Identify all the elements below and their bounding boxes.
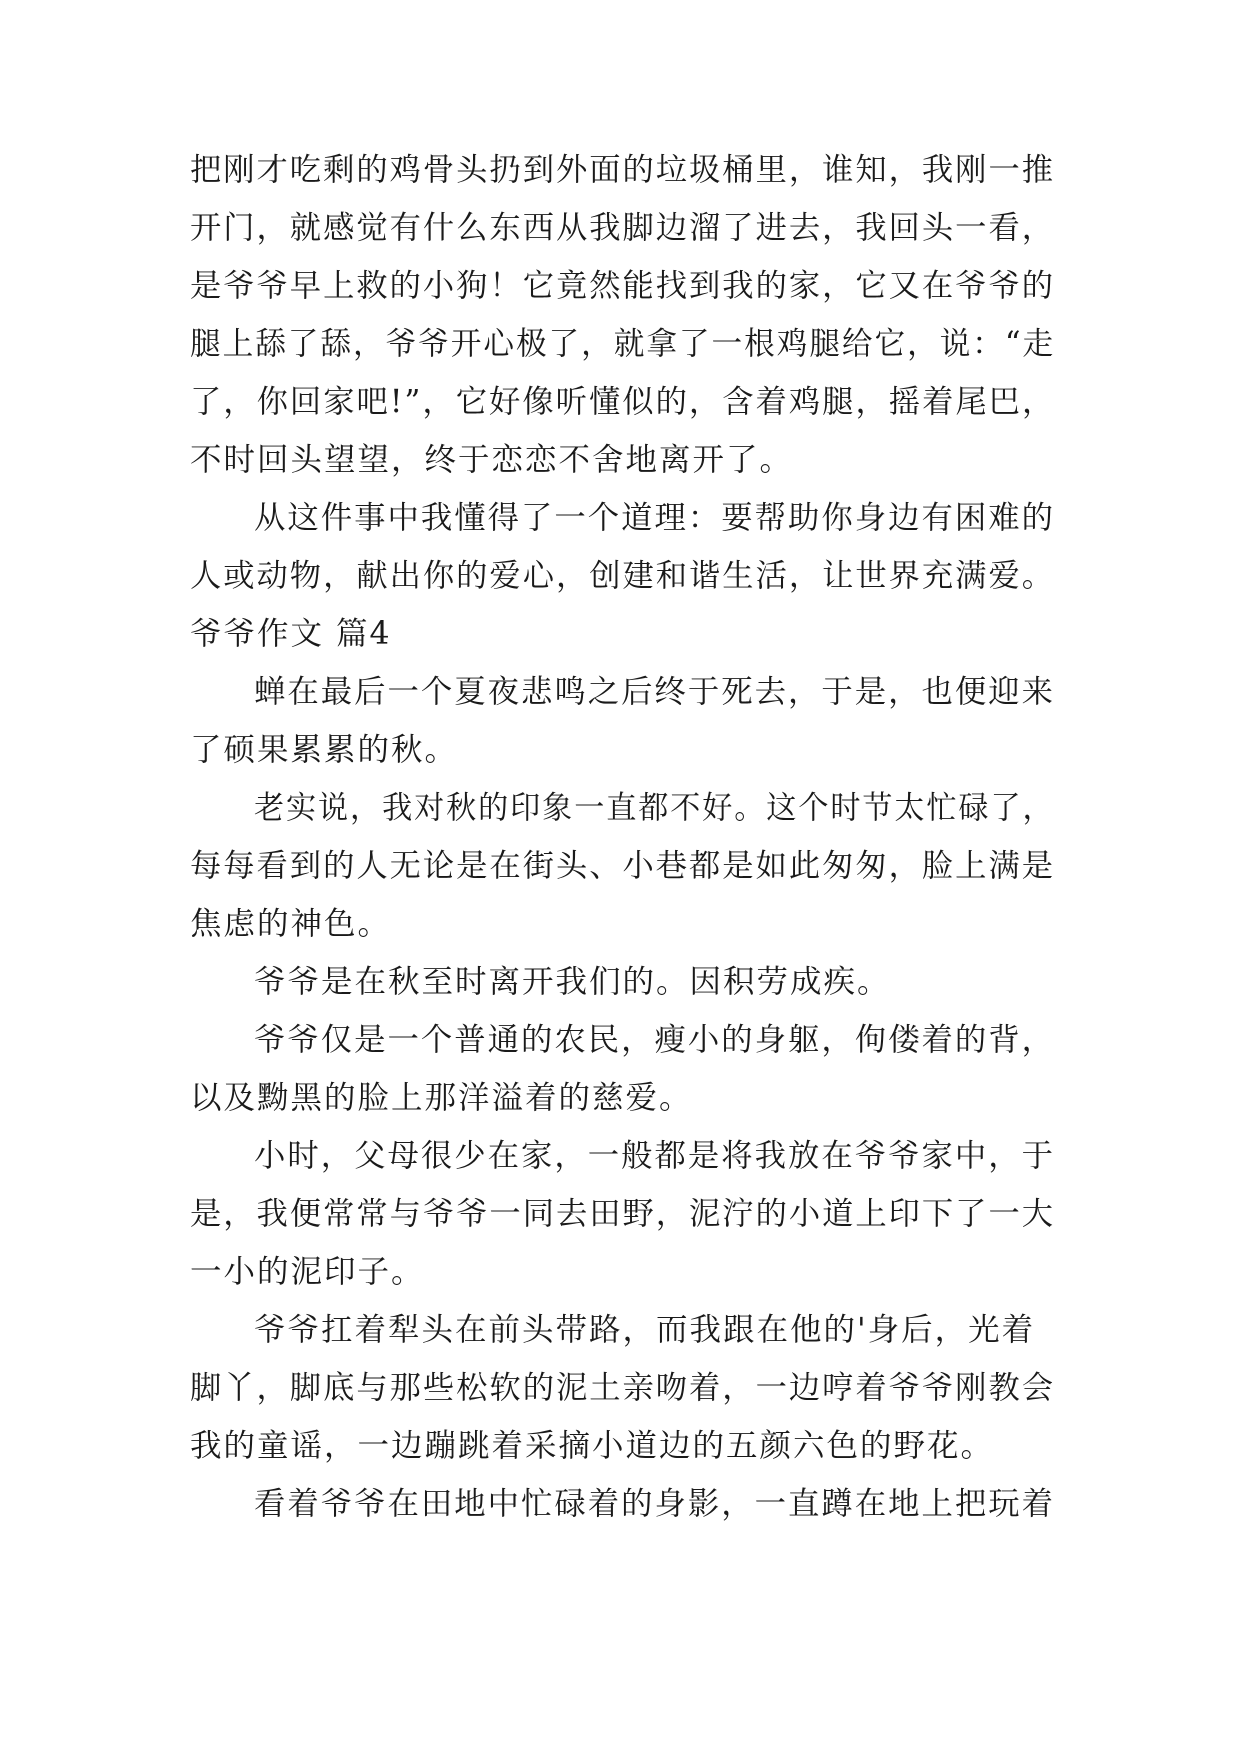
paragraph-first-line: 老实说，我对秋的印象一直都不好。这个时节太忙碌了， (254, 790, 1055, 826)
paragraph-first-line: 爷爷扛着犁头在前头带路，而我跟在他的'身后，光着 (254, 1312, 1036, 1348)
text-line: 脚丫，脚底与那些松软的泥土亲吻着，一边哼着爷爷刚教会 (190, 1370, 1056, 1406)
text-line: 是爷爷早上救的小狗！它竟然能找到我的家，它又在爷爷的 (190, 268, 1056, 304)
paragraph-first-line: 爷爷仅是一个普通的农民，瘦小的身躯，佝偻着的背， (254, 1022, 1056, 1058)
section-heading: 爷爷作文 篇4 (190, 616, 392, 652)
text-line: 以及黝黑的脸上那洋溢着的慈爱。 (190, 1080, 693, 1116)
text-line: 了硕果累累的秋。 (190, 732, 459, 768)
text-line: 是，我便常常与爷爷一同去田野，泥泞的小道上印下了一大 (190, 1196, 1056, 1232)
text-line: 了，你回家吧!”，它好像听懂似的，含着鸡腿，摇着尾巴， (190, 384, 1056, 420)
text-line: 焦虑的神色。 (190, 906, 392, 942)
text-line: 腿上舔了舔，爷爷开心极了，就拿了一根鸡腿给它，说：“走 (190, 326, 1056, 362)
text-line: 一小的泥印子。 (190, 1254, 425, 1290)
paragraph-first-line: 蝉在最后一个夏夜悲鸣之后终于死去，于是，也便迎来 (254, 674, 1056, 710)
text-line: 把刚才吃剩的鸡骨头扔到外面的垃圾桶里，谁知，我刚一推 (190, 152, 1056, 188)
text-line: 每每看到的人无论是在街头、小巷都是如此匆匆，脸上满是 (190, 848, 1056, 884)
paragraph-first-line: 小时，父母很少在家，一般都是将我放在爷爷家中，于 (254, 1138, 1056, 1174)
text-line: 我的童谣，一边蹦跳着采摘小道边的五颜六色的野花。 (190, 1428, 995, 1464)
paragraph-first-line: 爷爷是在秋至时离开我们的。因积劳成疾。 (254, 964, 891, 1000)
paragraph-first-line: 从这件事中我懂得了一个道理：要帮助你身边有困难的 (254, 500, 1056, 536)
text-line: 开门，就感觉有什么东西从我脚边溜了进去，我回头一看， (190, 210, 1056, 246)
paragraph-first-line: 看着爷爷在田地中忙碌着的身影，一直蹲在地上把玩着 (254, 1486, 1056, 1522)
text-line: 不时回头望望，终于恋恋不舍地离开了。 (190, 442, 794, 478)
text-line: 人或动物，献出你的爱心，创建和谐生活，让世界充满爱。 (190, 558, 1056, 594)
